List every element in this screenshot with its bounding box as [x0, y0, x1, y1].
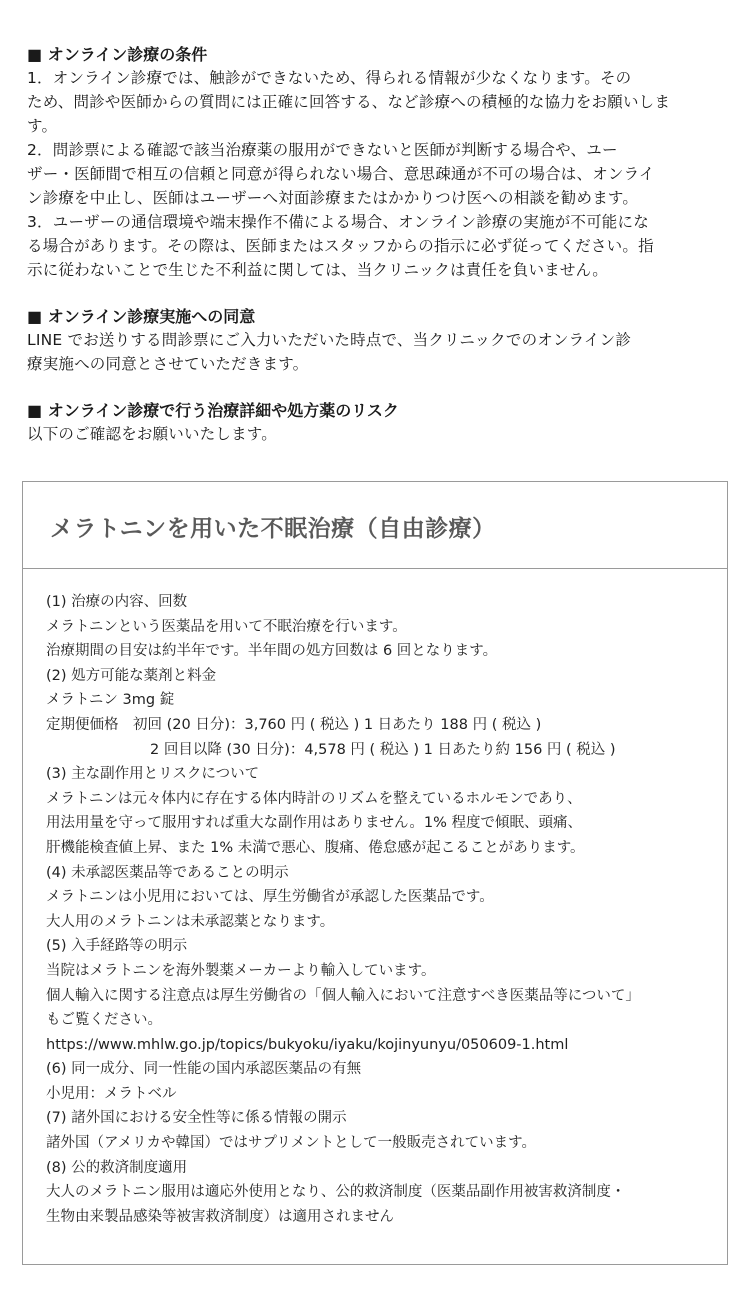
card-subheading: (4) 未承認医薬品等であることの明示: [46, 864, 289, 881]
treatment-info-card: [22, 481, 728, 1265]
section-body-conditions: [27, 66, 733, 282]
card-line: 肝機能検査値上昇、また 1% 未満で悪心、腹痛、倦怠感が起こることがあります。: [46, 839, 585, 856]
section-heading-consent: ■ オンライン診療実施への同意: [27, 307, 256, 326]
card-line: メラトニンは小児用においては、厚生労働省が承認した医薬品です。: [46, 889, 494, 906]
text-line: 以下のご確認をお願いいたします。: [27, 425, 277, 443]
text-line: る場合があります。その際は、医師またはスタッフからの指示に必ず従ってください。指: [27, 237, 654, 255]
card-line: 個人輸入に関する注意点は厚生労働省の「個人輸入において注意すべき医薬品等について」: [46, 987, 640, 1004]
card-subheading: (1) 治療の内容、回数: [46, 594, 188, 610]
card-subheading: (8) 公的救済制度適用: [46, 1159, 188, 1176]
text-line: 示に従わないことで生じた不利益に関しては、当クリニックは責任を負いません。: [27, 261, 608, 279]
card-line: 治療期間の目安は約半年です。半年間の処方回数は 6 回となります。: [46, 643, 498, 660]
text-line: ン診療を中止し、医師はユーザーへ対面診療またはかかりつけ医への相談を勧めます。: [27, 189, 639, 207]
card-subheading: (3) 主な副作用とリスクについて: [46, 766, 260, 783]
section-heading-risks: ■ オンライン診療で行う治療詳細や処方薬のリスク: [27, 401, 399, 420]
price-line-subsequent: 2 回目以降 (30 日分)：4,578 円 ( 税込 ) 1 日あたり約 156 円 ( 税込 ): [150, 741, 616, 758]
section-body-consent: [27, 328, 733, 376]
conditions-section: [27, 44, 733, 446]
card-line: 大人のメラトニン服用は適応外使用となり、公的救済制度（医薬品副作用被害救済制度・: [46, 1184, 626, 1201]
text-line: 療実施への同意とさせていただきます。: [27, 355, 309, 373]
card-title: メラトニンを用いた不眠治療（自由診療）: [50, 516, 496, 542]
text-line: LINE でお送りする問診票にご入力いただいた時点で、当クリニックでのオンライン診: [27, 331, 632, 349]
card-subheading: (7) 諸外国における安全性等に係る情報の開示: [46, 1110, 347, 1127]
card-line: メラトニン 3mg 錠: [46, 692, 175, 709]
section-heading-conditions: ■ オンライン診療の条件: [27, 45, 208, 64]
text-line: 1．オンライン診療では、触診ができないため、得られる情報が少なくなります。その: [27, 69, 632, 87]
text-line: ザー・医師間で相互の信頼と同意が得られない場合、意思疎通が不可の場合は、オンライ: [27, 165, 655, 183]
card-subheading: (5) 入手経路等の明示: [46, 938, 188, 955]
card-subheading: (2) 処方可能な薬剤と料金: [46, 667, 217, 684]
card-line: もご覧ください。: [46, 1012, 162, 1029]
text-line: す。: [27, 117, 58, 135]
text-line: 3．ユーザーの通信環境や端末操作不備による場合、オンライン診療の実施が不可能にな: [27, 213, 649, 231]
card-line: 諸外国（アメリカや韓国）ではサプリメントとして一般販売されています。: [46, 1135, 536, 1152]
card-line: 大人用のメラトニンは未承認薬となります。: [46, 913, 335, 930]
card-line: 用法用量を守って服用すれば重大な副作用はありません。1% 程度で傾眠、頭痛、: [46, 815, 582, 832]
card-line: メラトニンという医薬品を用いて不眠治療を行います。: [46, 618, 407, 635]
card-body: [23, 569, 727, 1229]
card-line: 生物由来製品感染等被害救済制度）は適用されません: [46, 1208, 394, 1225]
card-line: メラトニンは元々体内に存在する体内時計のリズムを整えているホルモンであり、: [46, 790, 582, 807]
card-line: 小児用：メラトベル: [46, 1085, 177, 1102]
mhlw-url-text: https://www.mhlw.go.jp/topics/bukyoku/iyaku/kojinyunyu/050609-1.html: [46, 1036, 569, 1053]
text-line: ため、問診や医師からの質問には正確に回答する、など診療への積極的な協力をお願いしま: [27, 93, 671, 111]
text-line: 2．問診票による確認で該当治療薬の服用ができないと医師が判断する場合や、ユー: [27, 141, 618, 159]
card-line: 当院はメラトニンを海外製薬メーカーより輸入しています。: [46, 962, 436, 979]
price-line-first: 定期便価格 初回 (20 日分)：3,760 円 ( 税込 ) 1 日あたり 188 円 ( 税込 ): [46, 716, 542, 733]
card-header: [23, 482, 727, 569]
card-subheading: (6) 同一成分、同一性能の国内承認医薬品の有無: [46, 1061, 362, 1078]
section-body-risks: [27, 422, 733, 446]
